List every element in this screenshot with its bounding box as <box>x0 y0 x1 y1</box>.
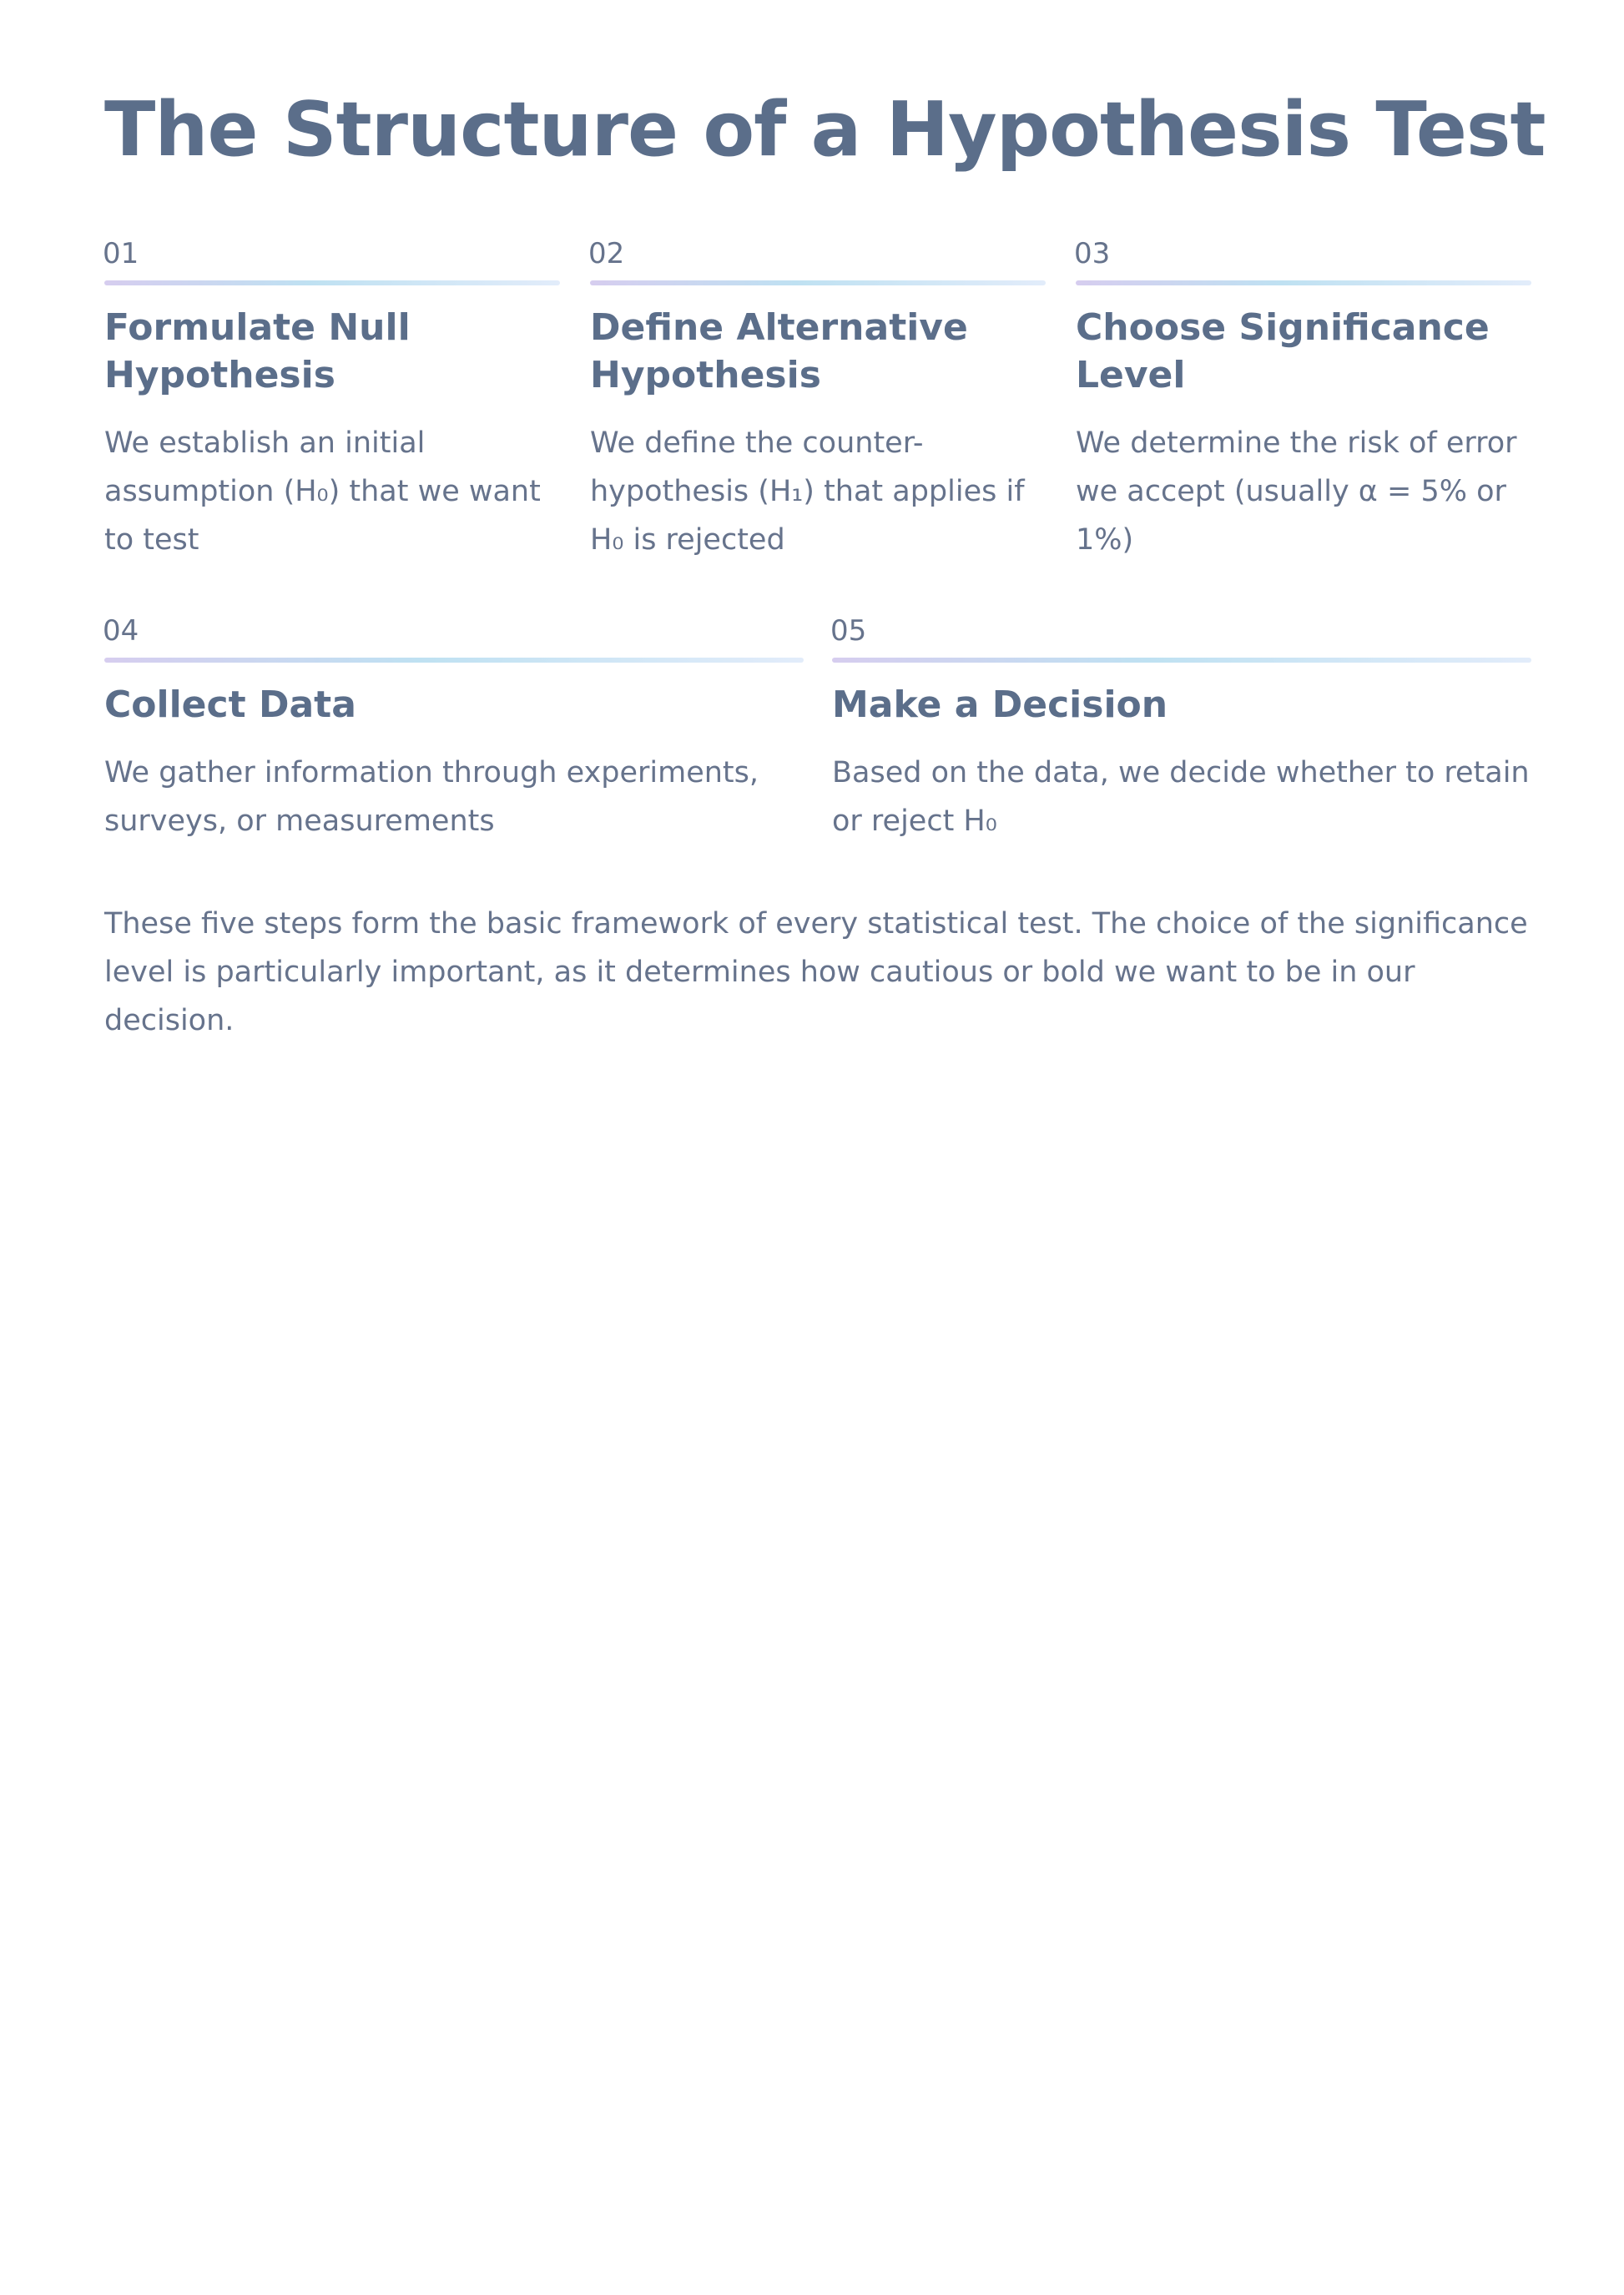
step-divider <box>104 658 804 663</box>
step-divider <box>104 280 560 285</box>
step-card-02 <box>590 234 1046 564</box>
step-number: 02 <box>588 237 625 270</box>
step-card-01 <box>104 234 560 564</box>
step-title: Make a Decision <box>832 683 1168 726</box>
step-description: We define the counter-hypothesis (H₁) that applies if H₀ is rejected <box>590 426 1025 557</box>
step-divider <box>590 280 1046 285</box>
step-title: Define Alternative Hypothesis <box>590 306 968 396</box>
step-description: Based on the data, we decide whether to retain or reject H₀ <box>832 756 1530 838</box>
steps-row-top <box>104 234 1531 564</box>
step-number: 05 <box>830 614 867 648</box>
step-divider <box>832 658 1531 663</box>
step-number: 04 <box>103 614 139 648</box>
step-description: We establish an initial assumption (H₀) that we want to test <box>104 426 541 557</box>
step-number: 03 <box>1074 237 1111 270</box>
step-description: We determine the risk of error we accept (usually α = 5% or 1%) <box>1076 426 1517 557</box>
step-card-05 <box>832 611 1531 845</box>
step-divider <box>1076 280 1531 285</box>
summary-paragraph: These five steps form the basic framework of every statistical test. The choice of the significance level is particularly important, as it determines how cautious or bold we want to be in our decision. <box>104 907 1528 1037</box>
step-title: Formulate Null Hypothesis <box>104 306 411 396</box>
page-title: The Structure of a Hypothesis Test <box>104 86 1546 174</box>
step-description: We gather information through experiments, surveys, or measurements <box>104 756 759 838</box>
step-title: Collect Data <box>104 683 356 726</box>
step-card-04 <box>104 611 804 845</box>
steps-row-bottom <box>104 611 1531 845</box>
step-card-03 <box>1076 234 1531 564</box>
step-number: 01 <box>103 237 139 270</box>
step-title: Choose Significance Level <box>1076 306 1490 396</box>
